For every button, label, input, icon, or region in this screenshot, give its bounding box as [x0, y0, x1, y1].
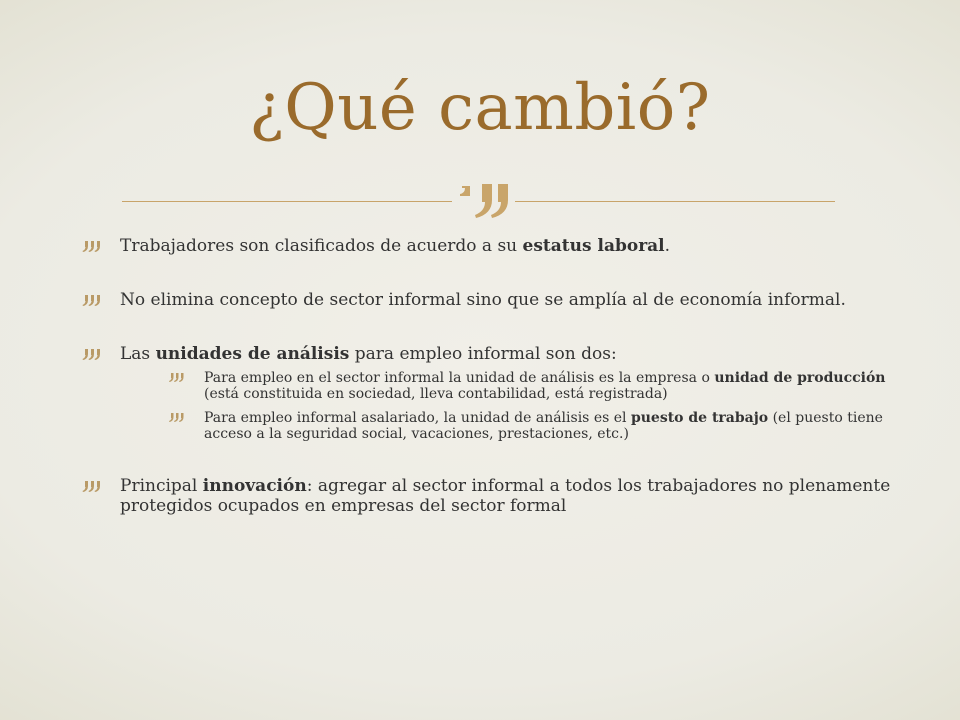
title-divider-left	[122, 201, 452, 202]
title-divider-right	[515, 201, 835, 202]
list-item: Principal innovación: agregar al sector informal a todos los trabajadores no plenamente protegidos ocupados en empresas del sector formal	[80, 476, 900, 516]
slide-title: ¿Qué cambió?	[249, 71, 711, 145]
list-item: No elimina concepto de sector informal sino que se amplía al de economía informal.	[80, 290, 900, 310]
quote-sub-bullet-icon	[168, 412, 186, 424]
sub-list-item: Para empleo en el sector informal la unidad de análisis es la empresa o unidad de producción (está constituida en sociedad, lleva contabilidad, está registrada)	[120, 370, 900, 402]
quote-sub-bullet-icon	[168, 372, 186, 384]
quote-bullet-icon	[82, 293, 104, 307]
bullet-list	[80, 236, 900, 516]
double-quote-ornament-icon	[452, 176, 512, 224]
sub-bullet-list	[120, 370, 900, 442]
list-item: Trabajadores son clasificados de acuerdo a su estatus laboral.	[80, 236, 900, 256]
list-item: Las unidades de análisis para empleo informal son dos: Para empleo en el sector informal la unidad de análisis es la empresa o unidad de producción (está constituida en sociedad, lleva contabilidad, está registrada) Para empleo informal asalariado, la unidad de análisis es el puesto de trabajo (el puesto tiene acceso a la seguridad social, vacaciones, prestaciones, etc.)	[80, 344, 900, 442]
quote-bullet-icon	[82, 239, 104, 253]
sub-list-item: Para empleo informal asalariado, la unidad de análisis es el puesto de trabajo (el puesto tiene acceso a la seguridad social, vacaciones, prestaciones, etc.)	[120, 410, 900, 442]
quote-bullet-icon	[82, 479, 104, 493]
quote-bullet-icon	[82, 347, 104, 361]
